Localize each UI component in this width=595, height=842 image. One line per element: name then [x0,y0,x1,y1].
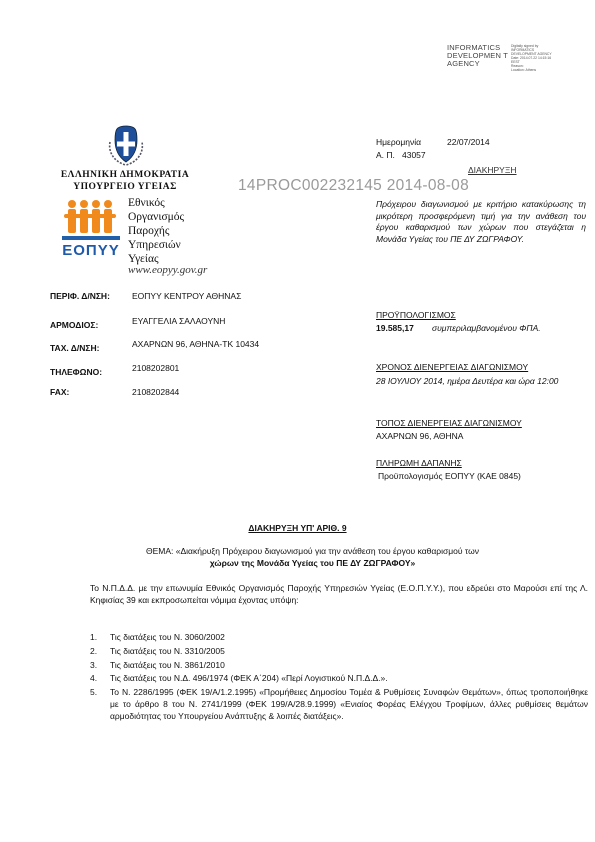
list-item [90,659,585,671]
list-text: Τις διατάξεις του Ν.Δ. 496/1974 (ΦΕΚ Α΄204) «Περί Λογιστικού Ν.Π.Δ.Δ.». [110,673,388,683]
signature-details [511,44,581,72]
payment-text: Προϋπολογισμός ΕΟΠΥΥ (ΚΑΕ 0845) [378,471,521,481]
contact-value: ΑΧΑΡΝΩΝ 96, ΑΘΗΝΑ-ΤΚ 10434 [132,339,260,349]
budget-heading: ΠΡΟΫΠΟΛΟΓΙΣΜΟΣ [376,310,456,320]
ada-code: 14PROC002232145 2014-08-08 [238,177,469,194]
eopyy-logo-text: ΕΟΠΥΥ [62,242,120,259]
list-item [90,645,585,657]
eopyy-word: Οργανισμός [128,211,185,223]
list-number: 2. [90,646,98,656]
greek-coat-of-arms-icon [106,122,146,166]
list-item [90,672,585,684]
time-heading: ΧΡΟΝΟΣ ΔΙΕΝΕΡΓΕΙΑΣ ΔΙΑΓΩΝΙΣΜΟΥ [376,362,529,372]
contact-value: 2108202801 [132,363,180,373]
contact-label: ΠΕΡΙΦ. Δ/ΝΣΗ: [50,291,110,301]
time-text: 28 ΙΟΥΛΙΟΥ 2014, ημέρα Δευτέρα και ώρα 12:00 [376,376,559,386]
thema-line-2: χώρων της Μονάδα Υγείας του ΠΕ ΔΥ ΖΩΓΡΑΦΟΥ» [209,558,416,568]
contact-value: 2108202844 [132,387,180,397]
signature-detail-line: EEST [511,60,520,64]
contact-label: ΑΡΜΟΔΙΟΣ: [50,320,99,330]
payment-heading: ΠΛΗΡΩΜΗ ΔΑΠΑΝΗΣ [376,458,462,468]
eopyy-name [128,196,184,266]
eopyy-word: Υγείας [128,253,159,265]
place-heading: ΤΟΠΟΣ ΔΙΕΝΕΡΓΕΙΑΣ ΔΙΑΓΩΝΙΣΜΟΥ [376,418,522,428]
document-title: ΔΙΑΚΗΡΥΞΗ ΥΠ' ΑΡΙΘ. 9 [248,523,347,533]
contact-label: ΤΗΛΕΦΩΝΟ: [50,367,103,377]
contact-label: ΤΑΧ. Δ/ΝΣΗ: [50,343,100,353]
eopyy-word: Παροχής [128,225,170,237]
date-label: Ημερομηνία [376,137,422,147]
place-text: ΑΧΑΡΝΩΝ 96, ΑΘΗΝΑ [376,431,464,441]
signature-detail-line: DEVELOPMENT AGENCY [511,52,552,56]
list-text: Τις διατάξεις του Ν. 3060/2002 [110,632,225,642]
list-number: 4. [90,673,98,683]
list-item [90,686,588,722]
protocol-value: 43057 [402,150,426,160]
eopyy-word: Υπηρεσιών [128,239,181,251]
diakirixi-heading: ΔΙΑΚΗΡΥΞΗ [468,165,517,175]
list-number: 1. [90,632,98,642]
list-item [90,631,585,643]
ministry-line-2: ΥΠΟΥΡΓΕΙΟ ΥΓΕΙΑΣ [73,182,177,192]
contact-value: ΕΟΠΥΥ ΚΕΝΤΡΟΥ ΑΘΗΝΑΣ [132,291,242,301]
contact-label: FAX: [50,387,70,397]
website: www.eopyy.gov.gr [128,264,208,276]
intro-paragraph: Το Ν.Π.Δ.Δ. με την επωνυμία Εθνικός Οργανισμός Παροχής Υπηρεσιών Υγείας (Ε.Ο.Π.Υ.Υ.), που εδρεύει στο Μαρούσι επί της Λ. Κηφισίας 39 και εκπροσωπείται νόμιμα έχοντας υπόψη: [90,583,588,605]
subject-text: Πρόχειρου διαγωνισμού με κριτήριο κατακύρωσης τη μικρότερη προσφερόμενη τιμή για την ανάθεση του έργου καθαρισμού των χώρων που στεγάζεται η Μονάδα Υγείας του ΠΕ ΔΥ ΖΩΓΡΑΦΟΥ. [376,199,586,244]
budget-amount: 19.585,17 [376,323,414,333]
signature-detail-line: Date: 2014.07.22 14:15:16 [511,56,552,60]
signature-detail-line: Reason: [511,64,524,68]
signature-name: INFORMATICS DEVELOPMEN T AGENCY [447,43,508,68]
list-number: 3. [90,660,98,670]
list-text: Τις διατάξεις του Ν. 3310/2005 [110,646,225,656]
budget-text: συμπεριλαμβανομένου ΦΠΑ. [432,323,541,333]
signature-detail-line: Digitally signed by [511,44,539,48]
signature-detail-line: Location: Athens [511,68,537,72]
list-text: Το Ν. 2286/1995 (ΦΕΚ 19/Α/1.2.1995) «Προμήθειες Δημοσίου Τομέα & Ρυθμίσεις Συναφών Θεμάτων», όπως τροποποιήθηκε με το άρθρο 8 του Ν. 2741/1999 (ΦΕΚ 199/Α/28.9.1999) «Ενιαίος Φορέας Ελέγχου Τροφίμων, άλλες ρυθμίσεις θεμάτων αρμοδιότητας του Υπουργείου Ανάπτυξης & λοιπές διατάξεις». [110,687,588,721]
date-value: 22/07/2014 [447,137,490,147]
protocol-label: Α. Π. [376,150,395,160]
list-text: Τις διατάξεις του Ν. 3861/2010 [110,660,225,670]
eopyy-word: Εθνικός [128,197,165,209]
thema-line-1: ΘΕΜΑ: «Διακήρυξη Πρόχειρου διαγωνισμού για την ανάθεση του έργου καθαρισμού των [146,546,479,556]
contact-value: ΕΥΑΓΓΕΛΙΑ ΣΑΛΑΟΥΝΗ [132,316,226,326]
list-number: 5. [90,687,98,697]
ministry-line-1: ΕΛΛΗΝΙΚΗ ΔΗΜΟΚΡΑΤΙΑ [60,170,190,180]
signature-detail-line: INFORMATICS [511,48,535,52]
